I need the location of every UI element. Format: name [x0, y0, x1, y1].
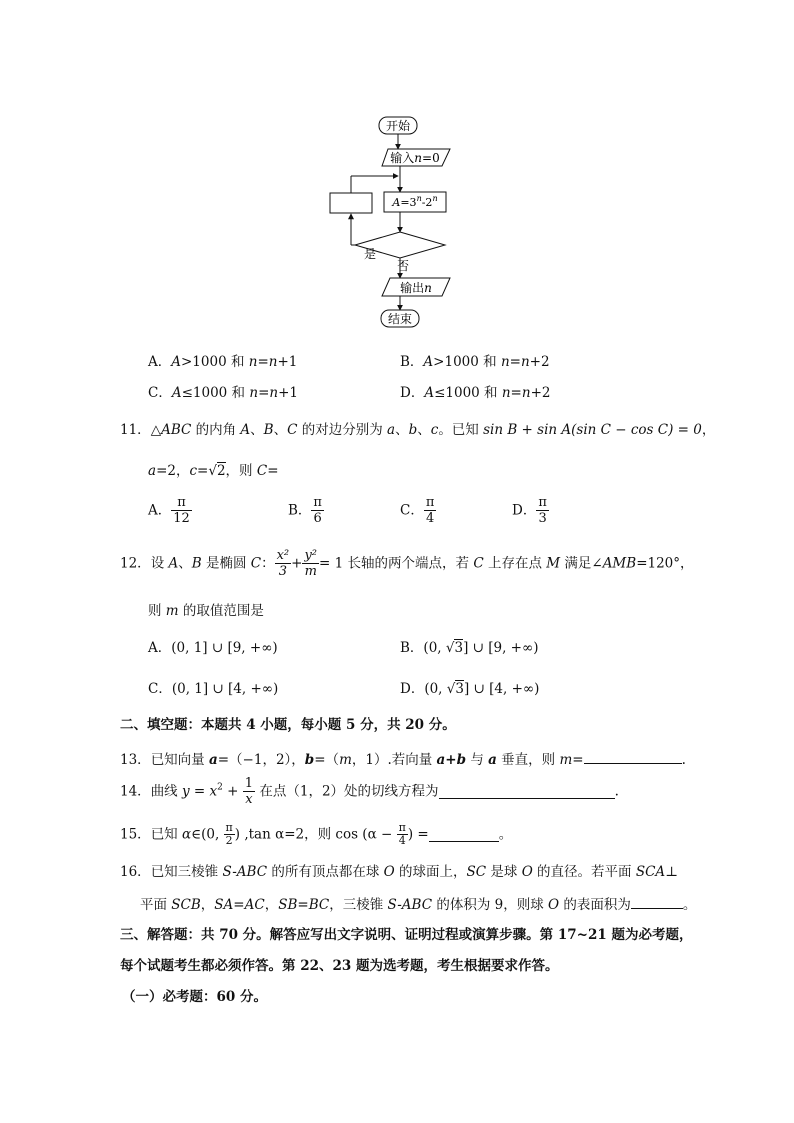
q10-option-a: A．A>1000 和 n=n+1 — [148, 354, 298, 370]
flowchart — [320, 112, 460, 332]
q11-option-d: D． $\frac{\pi}{3}$ — [512, 495, 547, 526]
q14-stem: 14．曲线 $y = x^2$ + $\frac{1}{x}$ 在点（1，2）处的切线方程为 . — [120, 776, 619, 807]
q11-stem-line2: a=2，c=√2，则 C= — [148, 463, 279, 479]
q16-stem-line2: 平面 SCB，SA=AC，SB=BC，三棱锥 S-ABC 的体积为 9，则球 O 的表面积为 。 — [140, 894, 696, 914]
flow-input-label: 输入n=0 — [390, 151, 440, 165]
flow-no-label: 否 — [397, 259, 410, 273]
q10-option-c: C．A≤1000 和 n=n+1 — [148, 385, 298, 401]
q10-option-d: D．A≤1000 和 n=n+2 — [400, 385, 551, 401]
q11-stem-line1: 11．△ABC 的内角 A、B、C 的对边分别为 a、b、c。已知 sin B + sin A(sin C − cos C) = 0， — [120, 422, 716, 438]
q12-option-c: C．(0, 1] ∪ [4, +∞) — [148, 681, 279, 697]
q12-stem-line1: 12．设 A、B 是椭圆 C： $\frac{\text{x²}}{3}$ + $\frac{\text{y²}}{m}$ = 1 长轴的两个端点，若 C 上存在点 M 满足∠AMB=120°， — [120, 548, 694, 579]
q12-option-a: A．(0, 1] ∪ [9, +∞) — [148, 640, 278, 656]
flow-start-label: 开始 — [385, 119, 411, 133]
q15-stem: 15．已知 α∈(0, $\frac{\pi}{2}$ ) ,tan α=2，则 cos (α − $\frac{\pi}{4}$ ) = 。 — [120, 821, 513, 847]
flow-blank-box — [330, 193, 372, 213]
flow-output-label: 输出n — [400, 281, 432, 295]
q15-answer-blank[interactable] — [429, 827, 499, 842]
q14-answer-blank[interactable] — [439, 784, 615, 799]
section3-heading-line1: 三、解答题：共 70 分。解答应写出文字说明、证明过程或演算步骤。第 17~21 题为必考题， — [120, 927, 693, 943]
q11-option-b: B． $\frac{\pi}{6}$ — [288, 495, 322, 526]
section3-heading-line2: 每个试题考生都必须作答。第 22、23 题为选考题，考生根据要求作答。 — [120, 958, 559, 974]
q12-stem-line2: 则 m 的取值范围是 — [148, 603, 264, 619]
q13-answer-blank[interactable] — [584, 749, 682, 764]
q16-answer-blank[interactable] — [631, 894, 683, 909]
q11-option-a: A． $\frac{\pi}{12}$ — [148, 495, 190, 526]
flow-end-label: 结束 — [387, 312, 413, 326]
q12-option-b: B．(0, √3] ∪ [9, +∞) — [400, 640, 539, 656]
flow-yes-label: 是 — [364, 247, 377, 261]
q11-option-c: C． $\frac{\pi}{4}$ — [400, 495, 435, 526]
q13-stem: 13．已知向量 a=（−1，2），b=（m，1）.若向量 a+b 与 a 垂直，则 m= . — [120, 749, 686, 769]
q10-option-b: B．A>1000 和 n=n+2 — [400, 354, 550, 370]
q11-formula: sin B + sin A(sin C − cos C) = 0 — [483, 422, 702, 438]
section2-heading: 二、填空题：本题共 4 小题，每小题 5 分，共 20 分。 — [120, 717, 456, 733]
q16-stem-line1: 16．已知三棱锥 S-ABC 的所有顶点都在球 O 的球面上，SC 是球 O 的直径。若平面 SCA⊥ — [120, 864, 678, 880]
q12-option-d: D．(0, √3] ∪ [4, +∞) — [400, 681, 540, 697]
flow-process-label: $A=3^n-2^n$ — [392, 194, 438, 209]
section3-subheading: （一）必考题：60 分。 — [122, 989, 267, 1005]
